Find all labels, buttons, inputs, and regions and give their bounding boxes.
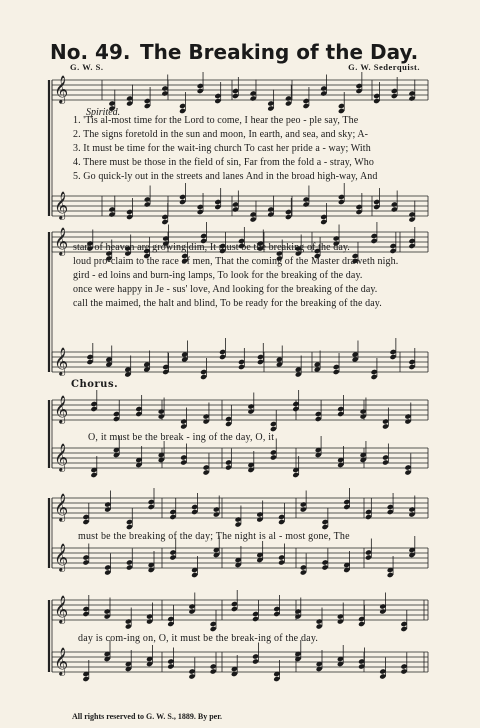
verse-line: gird - ed loins and burn-ing lamps, To look for the breaking of the day. — [73, 270, 363, 281]
chorus-label: Chorus. — [71, 379, 119, 390]
chorus-lyric-line: O, it must be the break - ing of the day, O, it — [88, 432, 275, 443]
svg-text:𝄞: 𝄞 — [54, 595, 69, 623]
copyright-notice: All rights reserved to G. W. S., 1889. By per. — [72, 712, 223, 721]
svg-text:𝄞: 𝄞 — [54, 191, 69, 219]
lyricist-credit: G. W. S. — [70, 62, 104, 72]
svg-text:𝄞: 𝄞 — [54, 443, 69, 471]
svg-text:𝄞: 𝄞 — [54, 395, 69, 423]
song-title: The Breaking of the Day. — [140, 40, 419, 64]
svg-text:𝄞: 𝄞 — [54, 227, 69, 255]
composer-credit: G. W. Sederquist. — [348, 62, 420, 72]
svg-text:𝄞: 𝄞 — [54, 543, 69, 571]
verse-line: 4. There must be those in the field of sin, Far from the fold a - stray, Who — [73, 157, 374, 168]
verse-line: 5. Go quick-ly out in the streets and lanes And in the broad high-way, And — [73, 171, 378, 182]
verse-line: 3. It must be time for the wait-ing church To cast her pride a - way; With — [73, 143, 371, 154]
tempo-marking: Spirited. — [86, 107, 121, 118]
verse-line: once were happy in Je - sus' love, And looking for the breaking of the day. — [73, 284, 378, 295]
svg-text:𝄞: 𝄞 — [54, 647, 69, 675]
svg-text:𝄞: 𝄞 — [54, 75, 69, 103]
verse-line: call the maimed, the halt and blind, To be ready for the breaking of the day. — [73, 298, 382, 309]
svg-text:𝄞: 𝄞 — [54, 493, 69, 521]
verse-line: 1. 'Tis al-most time for the Lord to come, I hear the peo - ple say, The — [73, 115, 359, 126]
svg-text:𝄞: 𝄞 — [54, 347, 69, 375]
song-number: No. 49. — [50, 40, 131, 64]
chorus-lyric-line: day is com-ing on, O, it must be the break-ing of the day. — [78, 633, 319, 644]
verse-line: 2. The signs foretold in the sun and moon, In earth, and sea, and sky; A- — [73, 129, 369, 140]
verse-line: stars of heaven are growing dim, It must be the breaking of the day. — [73, 242, 350, 253]
verse-line: loud pro-claim to the race of men, That the coming of the Master draweth nigh. — [73, 256, 399, 267]
chorus-lyric-line: must be the breaking of the day; The night is al - most gone, The — [78, 531, 350, 542]
